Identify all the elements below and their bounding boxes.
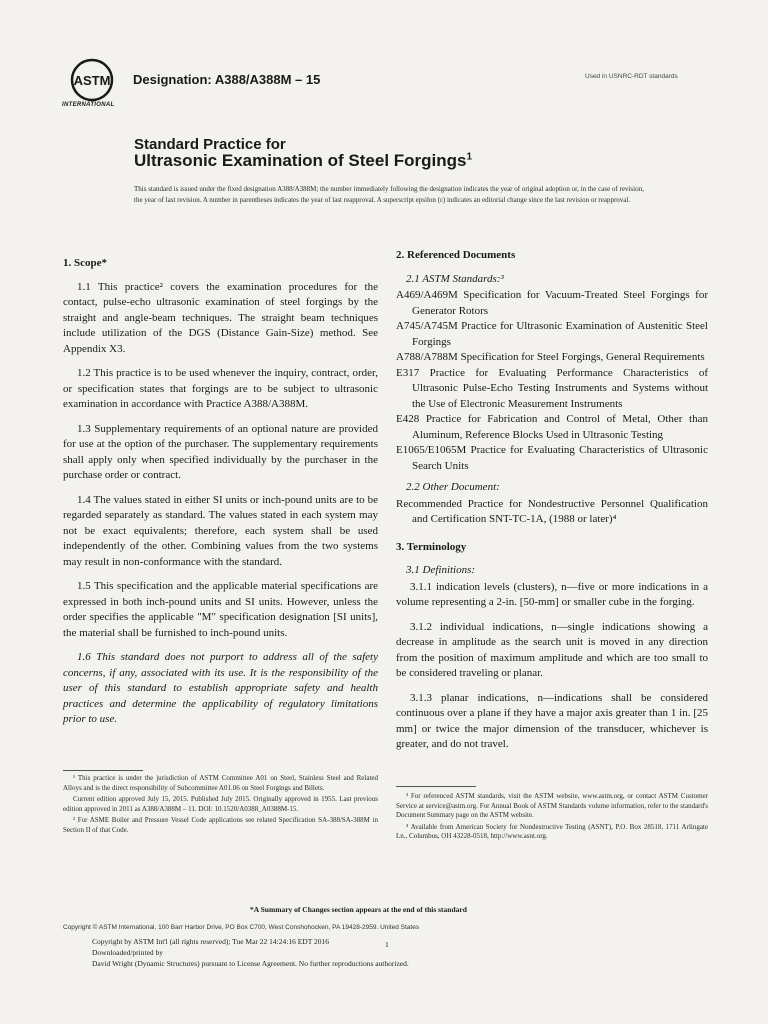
footnote-3: ³ For referenced ASTM standards, visit the ASTM website, www.astm.org, or contact ASTM Customer Service at service@astm.org. For Annual Book of ASTM Standards volume information, refer to the standard's Document Summary page on the ASTM website. xyxy=(396,792,708,819)
footnotes-left xyxy=(63,774,378,837)
reference-item: A788/A788M Specification for Steel Forgings, General Requirements xyxy=(396,351,705,363)
license-line-3: David Wright (Dynamic Structures) pursuant to License Agreement. No further reproductions authorized. xyxy=(92,959,409,968)
other-document-label: 2.2 Other Document: xyxy=(406,481,500,493)
paragraph-1-2: 1.2 This practice is to be used whenever the inquiry, contract, order, or specification states that forgings are to be subject to ultrasonic examination in accordance with Practice A388/A388M. xyxy=(63,367,378,410)
paragraph-1-5: 1.5 This specification and the applicable material specifications are expressed in both inch-pound units and SI units. However, unless the order specifies the applicable "M" specification designation [SI units], the material shall be furnished to inch-pound units. xyxy=(63,580,378,639)
astm-logo-icon xyxy=(70,58,114,102)
footnote-4: ⁴ Available from American Society for Nondestructive Testing (ASNT), P.O. Box 28518, 1711 Arlingate Ln., Columbus, OH 43228-0518, http://www.asnt.org. xyxy=(396,822,708,840)
astm-standards-label: 2.1 ASTM Standards:³ xyxy=(406,272,504,285)
copyright-address: Copyright © ASTM International, 100 Barr Harbor Drive, PO Box C700, West Conshohocken, PA 19428-2959. United States xyxy=(63,924,420,931)
scope-heading: 1. Scope* xyxy=(63,257,107,269)
footnote-divider-left xyxy=(63,770,143,771)
license-block xyxy=(92,936,409,969)
used-in-note: Used in USNRC-RDT standards xyxy=(585,73,678,80)
footnote-divider-right xyxy=(396,786,476,787)
other-reference-item: Recommended Practice for Nondestructive Personnel Qualification and Certification SNT-TC-1A, (1988 or later)⁴ xyxy=(396,497,708,525)
reference-item: E317 Practice for Evaluating Performance Characteristics of Ultrasonic Pulse-Echo Testing Instruments and Systems without the Use of Electronic Measurement Instruments xyxy=(396,366,708,410)
logo-text: ASTM xyxy=(73,73,111,88)
summary-of-changes-note: *A Summary of Changes section appears at the end of this standard xyxy=(250,905,467,914)
paragraph-1-4: 1.4 The values stated in either SI units or inch-pound units are to be regarded separately as standard. The values stated in each system may not be exact equivalents; therefore, each system shall be used independently of the other. Combining values from the two systems may result in non-conformance with the standard. xyxy=(63,493,378,568)
paragraph-1-1: 1.1 This practice² covers the examination procedures for the contact, pulse-echo ultrasonic examination of steel forgings by the straight and angle-beam techniques. The straight beam techniques include utilization of the DGS (Distance Gain-Size) method. See Appendix X3. xyxy=(63,280,378,355)
right-column xyxy=(396,248,708,762)
issuance-note: This standard is issued under the fixed designation A388/A388M; the number immediately following the designation indicates the year of original adoption or, in the case of revision, the year of last revision. A number in parentheses indicates the year of last reapproval. A superscript epsilon (ε) indicates an editorial change since the last revision or reapproval. xyxy=(134,185,644,204)
license-line-1: Copyright by ASTM Int'l (all rights reserved); Tue Mar 22 14:24:16 EDT 2016 xyxy=(92,937,330,946)
title-footnote-mark: 1 xyxy=(466,151,473,163)
definition-3-1-2: 3.1.2 individual indications, n—single indications showing a decrease in amplitude as the search unit is moved in any direction from the position of maximum amplitude and which are too small to be considered traveling or planar. xyxy=(396,620,708,679)
designation: Designation: A388/A388M – 15 xyxy=(133,72,321,87)
reference-item: E1065/E1065M Practice for Evaluating Characteristics of Ultrasonic Search Units xyxy=(396,444,708,472)
reference-item: A745/A745M Practice for Ultrasonic Examination of Austenitic Steel Forgings xyxy=(396,320,708,348)
paragraph-1-6: 1.6 This standard does not purport to address all of the safety concerns, if any, associated with its use. It is the responsibility of the user of this standard to establish appropriate safety and health practices and determine the applicability of regulatory limitations prior to use. xyxy=(63,651,378,725)
footnote-2: ² For ASME Boiler and Pressure Vessel Code applications see related Specification SA-388/SA-388M in Section II of that Code. xyxy=(63,816,378,834)
license-line-2: Downloaded/printed by xyxy=(92,948,164,957)
paragraph-1-3: 1.3 Supplementary requirements of an optional nature are provided for use at the option of the purchaser. The supplementary requirements shall apply only when specified individually by the purchaser in the purchase order or contract. xyxy=(63,422,378,481)
definition-3-1-3: 3.1.3 planar indications, n—indications shall be considered continuous over a plane if they have a major axis greater than 1 in. [25 mm] or twice the major dimension of the transducer, whichever is greater, and do not travel. xyxy=(396,691,708,750)
definition-3-1-1: 3.1.1 indication levels (clusters), n—five or more indications in a volume representing a 2-in. [50-mm] or smaller cube in the forging. xyxy=(396,580,708,608)
footnotes-right xyxy=(396,792,708,844)
title-line-2 xyxy=(134,151,472,171)
left-column xyxy=(63,256,378,737)
footnote-1: ¹ This practice is under the jurisdiction of ASTM Committee A01 on Steel, Stainless Steel and Related Alloys and is the direct responsibility of Subcommittee A01.06 on Steel Forgings and Billets. xyxy=(63,774,378,792)
reference-item: E428 Practice for Fabrication and Control of Metal, Other than Aluminum, Reference Blocks Used in Ultrasonic Testing xyxy=(396,413,708,441)
title-text: Ultrasonic Examination of Steel Forgings xyxy=(134,151,467,170)
astm-logo xyxy=(62,58,126,114)
reference-item: A469/A469M Specification for Vacuum-Treated Steel Forgings for Generator Rotors xyxy=(396,289,708,317)
title-line-1: Standard Practice for xyxy=(134,136,286,153)
footnote-1-edition: Current edition approved July 15, 2015. Published July 2015. Originally approved in 1955. Last previous edition approved in 2011 as A388/A388M – 11. DOI: 10.1520/A0388_A0388M-15. xyxy=(63,795,378,813)
page-number: 1 xyxy=(385,940,389,949)
referenced-documents-heading: 2. Referenced Documents xyxy=(396,249,516,261)
terminology-heading: 3. Terminology xyxy=(396,540,467,553)
reference-list xyxy=(396,288,708,474)
logo-international: INTERNATIONAL xyxy=(62,102,115,108)
definitions-label: 3.1 Definitions: xyxy=(406,564,476,576)
